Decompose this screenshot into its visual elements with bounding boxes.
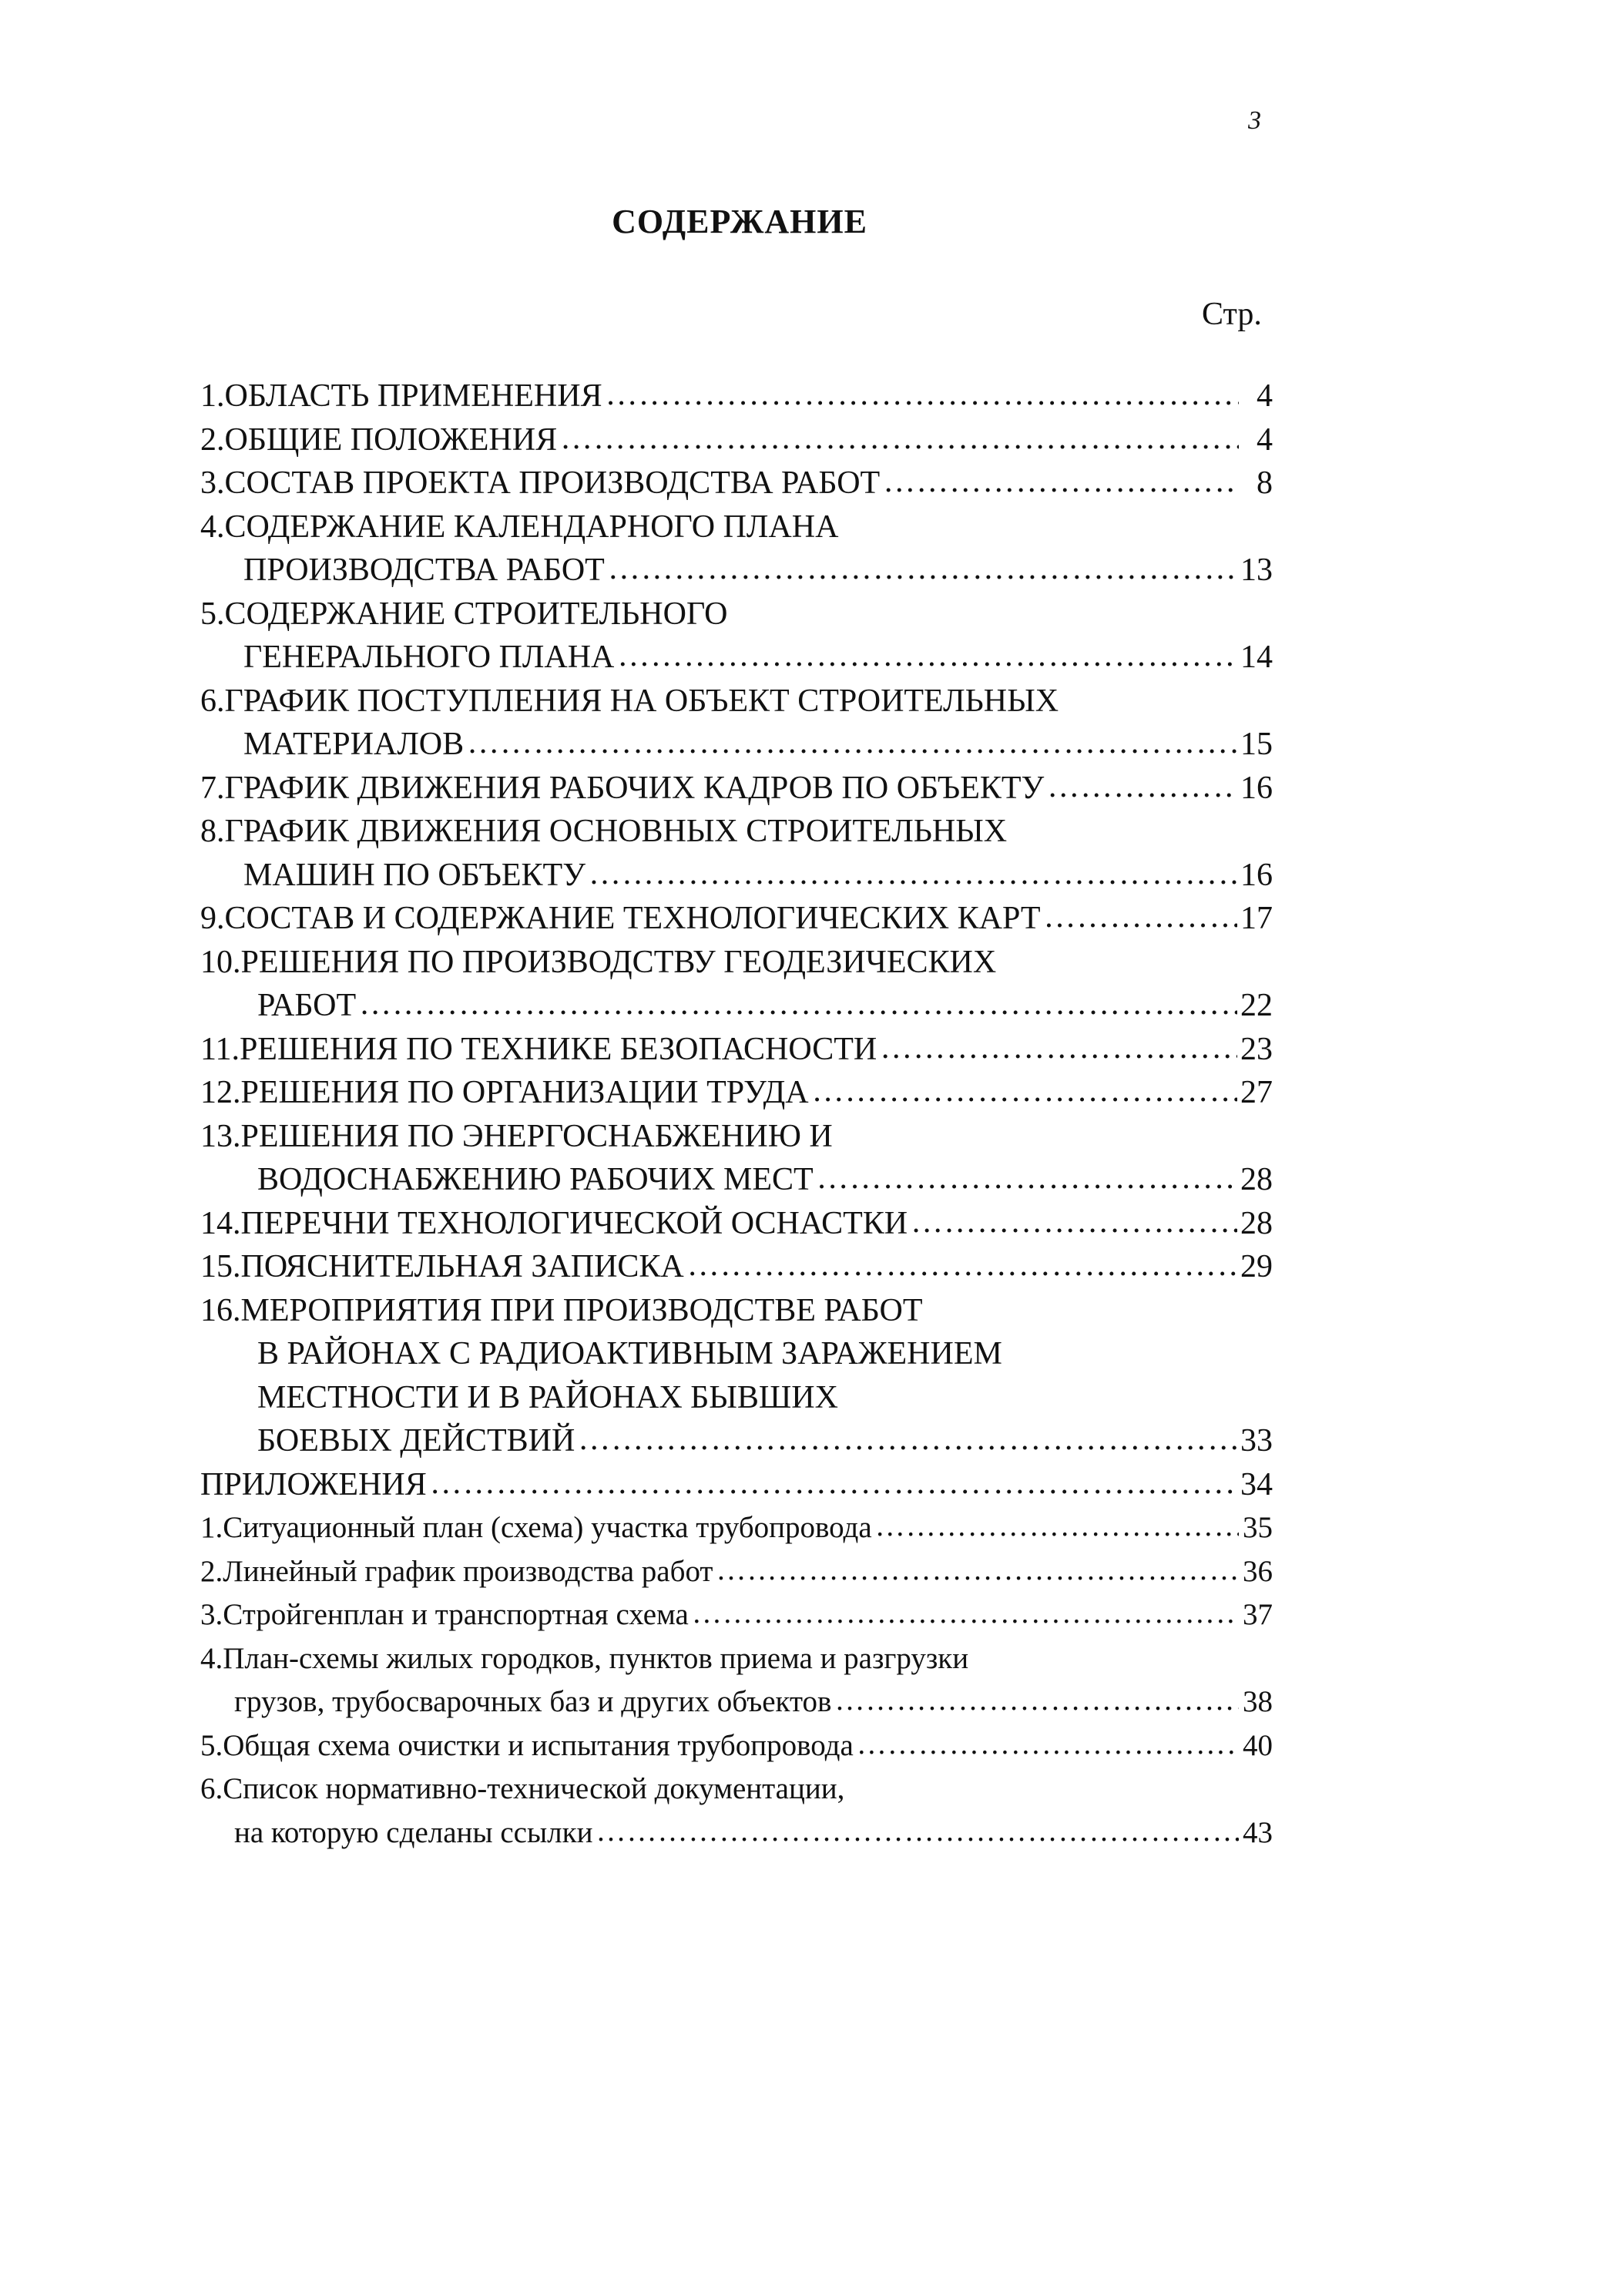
page-ref: 4 bbox=[1257, 421, 1273, 458]
dot-leader bbox=[1043, 895, 1237, 939]
toc-entry-number: 12. bbox=[200, 1075, 241, 1110]
appendix-line bbox=[200, 1768, 1273, 1811]
dot-leader bbox=[578, 1418, 1237, 1462]
appendix-line bbox=[200, 1506, 1273, 1550]
toc-entry-title: ГЕНЕРАЛЬНОГО ПЛАНА bbox=[243, 640, 615, 675]
page-ref: 16 bbox=[1240, 770, 1273, 806]
toc-entry-title: СОСТАВ ПРОЕКТА ПРОИЗВОДСТВА РАБОТ bbox=[224, 465, 881, 501]
dot-leader bbox=[911, 1200, 1237, 1244]
appendix-number: 6. bbox=[200, 1772, 223, 1805]
toc-entry-title: МЕСТНОСТИ И В РАЙОНАХ БЫВШИХ bbox=[257, 1379, 838, 1415]
toc-entry-number: 3. bbox=[200, 465, 225, 501]
dot-leader bbox=[608, 547, 1237, 591]
dot-leader bbox=[596, 1810, 1239, 1854]
toc-line bbox=[200, 1463, 1273, 1507]
appendix-line bbox=[200, 1593, 1273, 1637]
page-column-label: Стр. bbox=[1202, 297, 1262, 332]
dot-leader bbox=[716, 1549, 1239, 1593]
toc-entry-number: 2. bbox=[200, 421, 225, 458]
toc-entry-title: МЕРОПРИЯТИЯ ПРИ ПРОИЗВОДСТВЕ РАБОТ bbox=[240, 1292, 923, 1328]
page-ref: 34 bbox=[1240, 1466, 1273, 1502]
toc-line bbox=[200, 984, 1273, 1028]
page-ref: 35 bbox=[1243, 1511, 1273, 1544]
toc-entry-title: ОБЩИЕ ПОЛОЖЕНИЯ bbox=[224, 421, 558, 458]
toc-line bbox=[200, 1202, 1273, 1246]
page-ref: 27 bbox=[1240, 1075, 1273, 1110]
appendix-number: 4. bbox=[200, 1641, 223, 1675]
page-ref: 17 bbox=[1240, 901, 1273, 936]
page-ref: 43 bbox=[1243, 1815, 1273, 1849]
dot-leader bbox=[1047, 765, 1237, 809]
toc-line bbox=[200, 593, 1273, 636]
toc-line bbox=[200, 1028, 1273, 1072]
toc-entry-title: РЕШЕНИЯ ПО ТЕХНИКЕ БЕЗОПАСНОСТИ bbox=[239, 1031, 877, 1067]
toc-line bbox=[200, 1115, 1273, 1159]
appendix-number: 2. bbox=[200, 1554, 223, 1588]
appendix-line bbox=[200, 1724, 1273, 1768]
dot-leader bbox=[589, 852, 1237, 896]
toc-entry-number: 4. bbox=[200, 509, 225, 545]
toc-entry-title: РЕШЕНИЯ ПО ОРГАНИЗАЦИИ ТРУДА bbox=[240, 1075, 809, 1110]
page-ref: 36 bbox=[1243, 1554, 1273, 1588]
toc-entry-title: МАТЕРИАЛОВ bbox=[243, 727, 465, 762]
appendix-number: 1. bbox=[200, 1511, 223, 1544]
toc-entry-number: 6. bbox=[200, 683, 225, 719]
appendix-title: Линейный график производства работ bbox=[223, 1554, 713, 1588]
dot-leader bbox=[834, 1679, 1239, 1723]
dot-leader bbox=[817, 1157, 1237, 1200]
appendix-title: Ситуационный план (схема) участка трубопровода bbox=[223, 1511, 872, 1544]
page-ref: 28 bbox=[1240, 1205, 1273, 1241]
toc-entry-title: ГРАФИК ДВИЖЕНИЯ РАБОЧИХ КАДРОВ ПО ОБЪЕКТУ bbox=[224, 770, 1045, 806]
page-ref: 38 bbox=[1243, 1685, 1273, 1718]
toc-entry-title: МАШИН ПО ОБЪЕКТУ bbox=[243, 857, 586, 893]
appendix-title: Список нормативно-технической документации, bbox=[223, 1772, 845, 1805]
page-ref: 23 bbox=[1240, 1031, 1273, 1067]
toc-entry-number: 1. bbox=[200, 378, 225, 414]
toc-entry-number: 10. bbox=[200, 944, 241, 980]
toc-entry-title: БОЕВЫХ ДЕЙСТВИЙ bbox=[257, 1423, 575, 1459]
toc-entry-title: ПРОИЗВОДСТВА РАБОТ bbox=[243, 552, 605, 588]
page-ref: 14 bbox=[1240, 640, 1273, 675]
page-ref: 37 bbox=[1243, 1598, 1273, 1631]
page-ref: 29 bbox=[1240, 1249, 1273, 1284]
appendix-title: Стройгенплан и транспортная схема bbox=[223, 1598, 689, 1631]
page-ref: 15 bbox=[1240, 727, 1273, 762]
page-ref: 4 bbox=[1257, 378, 1273, 414]
toc-entry-title: РЕШЕНИЯ ПО ПРОИЗВОДСТВУ ГЕОДЕЗИЧЕСКИХ bbox=[240, 944, 997, 980]
toc-line bbox=[200, 462, 1273, 505]
page-ref: 8 bbox=[1257, 465, 1273, 501]
toc-entry-number: 14. bbox=[200, 1205, 241, 1241]
dot-leader bbox=[812, 1069, 1237, 1113]
dot-leader bbox=[687, 1244, 1237, 1288]
toc-line bbox=[200, 723, 1273, 767]
toc-line bbox=[200, 1071, 1273, 1115]
toc-entry-title: ВОДОСНАБЖЕНИЮ РАБОЧИХ МЕСТ bbox=[257, 1162, 814, 1197]
page-ref: 22 bbox=[1240, 988, 1273, 1023]
table-of-contents bbox=[200, 374, 1273, 1855]
appendix-line bbox=[200, 1811, 1273, 1855]
toc-entry-number: 8. bbox=[200, 814, 225, 849]
page-ref: 33 bbox=[1240, 1423, 1273, 1459]
toc-line bbox=[200, 1158, 1273, 1202]
toc-line bbox=[200, 680, 1273, 723]
toc-line bbox=[200, 549, 1273, 593]
toc-entry-number: 9. bbox=[200, 901, 225, 936]
page-title: СОДЕРЖАНИЕ bbox=[612, 203, 867, 240]
toc-line bbox=[200, 1289, 1273, 1333]
dot-leader bbox=[606, 373, 1239, 417]
toc-entry-title: ОБЛАСТЬ ПРИМЕНЕНИЯ bbox=[224, 378, 602, 414]
toc-entry-title: ПОЯСНИТЕЛЬНАЯ ЗАПИСКА bbox=[240, 1249, 684, 1284]
page-ref: 40 bbox=[1243, 1728, 1273, 1762]
page-number: 3 bbox=[1248, 106, 1261, 135]
appendix-title: грузов, трубосварочных баз и других объектов bbox=[234, 1685, 832, 1718]
toc-line bbox=[200, 897, 1273, 941]
toc-entry-title: РЕШЕНИЯ ПО ЭНЕРГОСНАБЖЕНИЮ И bbox=[240, 1118, 833, 1154]
toc-entry-title: СОДЕРЖАНИЕ КАЛЕНДАРНОГО ПЛАНА bbox=[224, 509, 839, 545]
page-ref: 13 bbox=[1240, 552, 1273, 588]
toc-entry-title: В РАЙОНАХ С РАДИОАКТИВНЫМ ЗАРАЖЕНИЕМ bbox=[257, 1336, 1002, 1371]
toc-line bbox=[200, 1332, 1273, 1376]
toc-entry-title: ПРИЛОЖЕНИЯ bbox=[200, 1466, 427, 1502]
toc-entry-title: СОДЕРЖАНИЕ СТРОИТЕЛЬНОГО bbox=[224, 596, 728, 632]
toc-entry-number: 16. bbox=[200, 1292, 241, 1328]
appendix-title: Общая схема очистки и испытания трубопровода bbox=[223, 1728, 854, 1762]
appendix-number: 3. bbox=[200, 1598, 223, 1631]
dot-leader bbox=[857, 1723, 1239, 1767]
page-ref: 16 bbox=[1240, 857, 1273, 893]
appendix-number: 5. bbox=[200, 1728, 223, 1762]
toc-entry-number: 7. bbox=[200, 770, 225, 806]
toc-line bbox=[200, 1419, 1273, 1463]
dot-leader bbox=[883, 460, 1239, 504]
toc-line bbox=[200, 636, 1273, 680]
dot-leader bbox=[875, 1505, 1239, 1549]
toc-line bbox=[200, 418, 1273, 462]
dot-leader bbox=[692, 1592, 1239, 1636]
toc-line bbox=[200, 810, 1273, 854]
dot-leader bbox=[359, 982, 1237, 1026]
dot-leader bbox=[560, 417, 1239, 461]
page-ref: 28 bbox=[1240, 1162, 1273, 1197]
appendix-line bbox=[200, 1680, 1273, 1724]
toc-line bbox=[200, 505, 1273, 549]
toc-line bbox=[200, 941, 1273, 985]
toc-entry-number: 15. bbox=[200, 1249, 241, 1284]
appendix-line bbox=[200, 1550, 1273, 1594]
dot-leader bbox=[880, 1026, 1237, 1070]
toc-entry-title: РАБОТ bbox=[257, 988, 357, 1023]
toc-line bbox=[200, 1245, 1273, 1289]
toc-line bbox=[200, 854, 1273, 898]
toc-entry-number: 5. bbox=[200, 596, 225, 632]
toc-line bbox=[200, 374, 1273, 418]
dot-leader bbox=[467, 721, 1237, 765]
toc-entry-number: 13. bbox=[200, 1118, 241, 1154]
toc-line bbox=[200, 1376, 1273, 1420]
toc-entry-title: СОСТАВ И СОДЕРЖАНИЕ ТЕХНОЛОГИЧЕСКИХ КАРТ bbox=[224, 901, 1041, 936]
toc-entry-title: ПЕРЕЧНИ ТЕХНОЛОГИЧЕСКОЙ ОСНАСТКИ bbox=[240, 1205, 908, 1241]
appendix-line bbox=[200, 1637, 1273, 1681]
toc-entry-number: 11. bbox=[200, 1031, 240, 1067]
toc-line bbox=[200, 767, 1273, 811]
dot-leader bbox=[617, 634, 1237, 678]
toc-entry-title: ГРАФИК ДВИЖЕНИЯ ОСНОВНЫХ СТРОИТЕЛЬНЫХ bbox=[224, 814, 1008, 849]
appendix-title: План-схемы жилых городков, пунктов приема и разгрузки bbox=[223, 1641, 969, 1675]
dot-leader bbox=[430, 1462, 1237, 1506]
toc-entry-title: ГРАФИК ПОСТУПЛЕНИЯ НА ОБЪЕКТ СТРОИТЕЛЬНЫХ bbox=[224, 683, 1059, 719]
appendix-title: на которую сделаны ссылки bbox=[234, 1815, 593, 1849]
